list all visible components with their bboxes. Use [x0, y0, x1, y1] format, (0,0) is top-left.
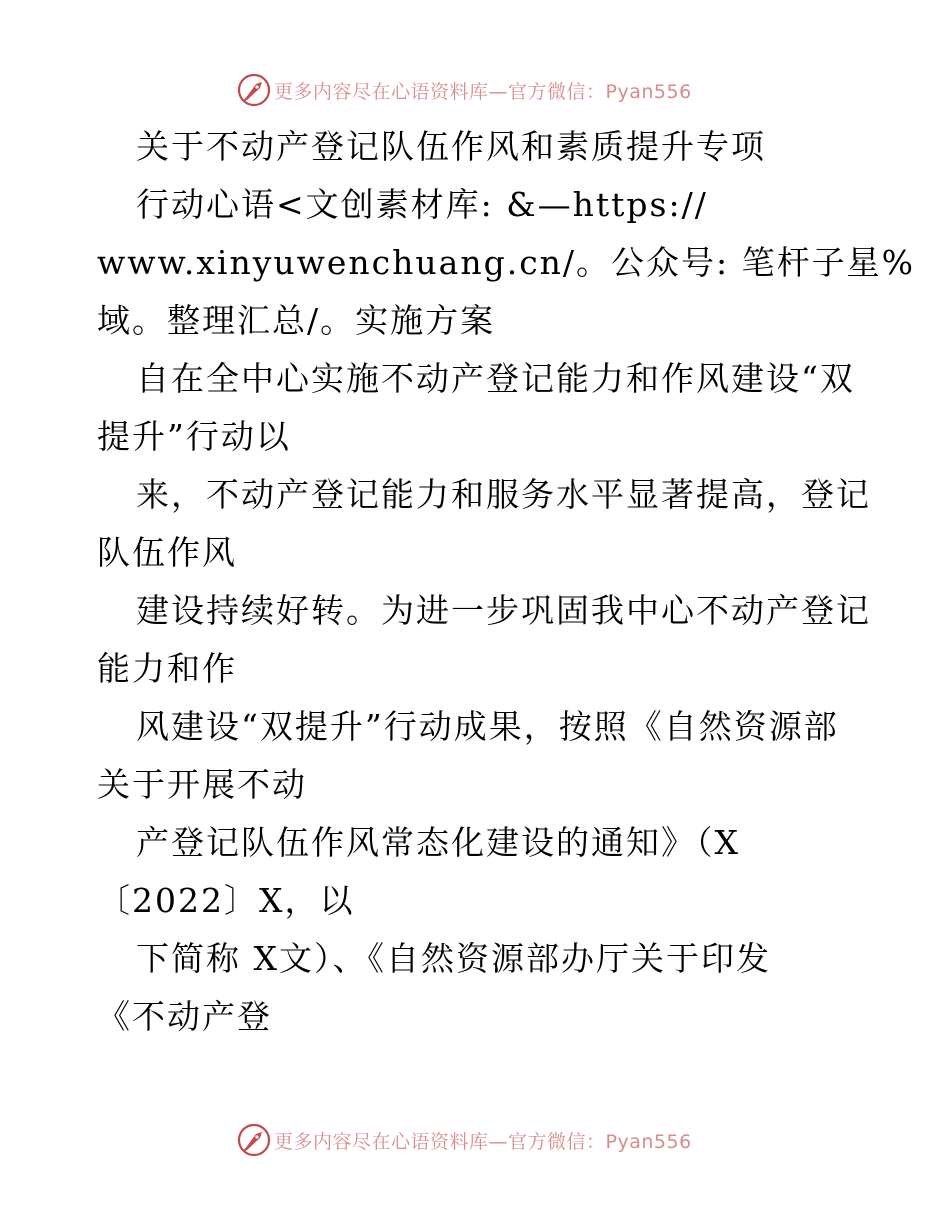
document-line: 《不动产登: [97, 997, 272, 1036]
watermark-text: 更多内容尽在心语资料库—官方微信：Pyan556: [274, 80, 692, 103]
document-line: 自在全中心实施不动产登记能力和作风建设“双: [136, 359, 855, 398]
document-line: 关于不动产登记队伍作风和素质提升专项: [136, 127, 766, 166]
document-line: 产登记队伍作风常态化建设的通知》（X: [136, 823, 740, 862]
document-body: [97, 118, 916, 1046]
document-line: www.xinyuwenchuang.cn/。公众号: 笔杆子星%: [97, 243, 916, 282]
document-line: 建设持续好转。为进一步巩固我中心不动产登记: [136, 591, 871, 630]
document-line: 关于开展不动: [97, 765, 307, 804]
pen-nib-logo-icon: [236, 72, 272, 108]
document-line: 队伍作风: [97, 533, 237, 572]
watermark-text: 更多内容尽在心语资料库—官方微信：Pyan556: [274, 1130, 692, 1153]
document-line: 〔2022〕X，以: [97, 881, 355, 920]
document-line: 下简称 X文）、《自然资源部办厅关于印发: [136, 939, 771, 978]
document-line: 来，不动产登记能力和服务水平显著提高，登记: [136, 475, 871, 514]
footer-watermark: [236, 1122, 692, 1158]
document-line: 能力和作: [97, 649, 237, 688]
document-line: 风建设“双提升”行动成果，按照《自然资源部: [136, 707, 839, 746]
document-line: 域。整理汇总/。实施方案: [97, 301, 496, 340]
header-watermark: [236, 72, 692, 108]
document-line: 行动心语<文创素材库: &—https://: [136, 185, 708, 224]
document-line: 提升”行动以: [97, 417, 291, 456]
pen-nib-logo-icon: [236, 1122, 272, 1158]
